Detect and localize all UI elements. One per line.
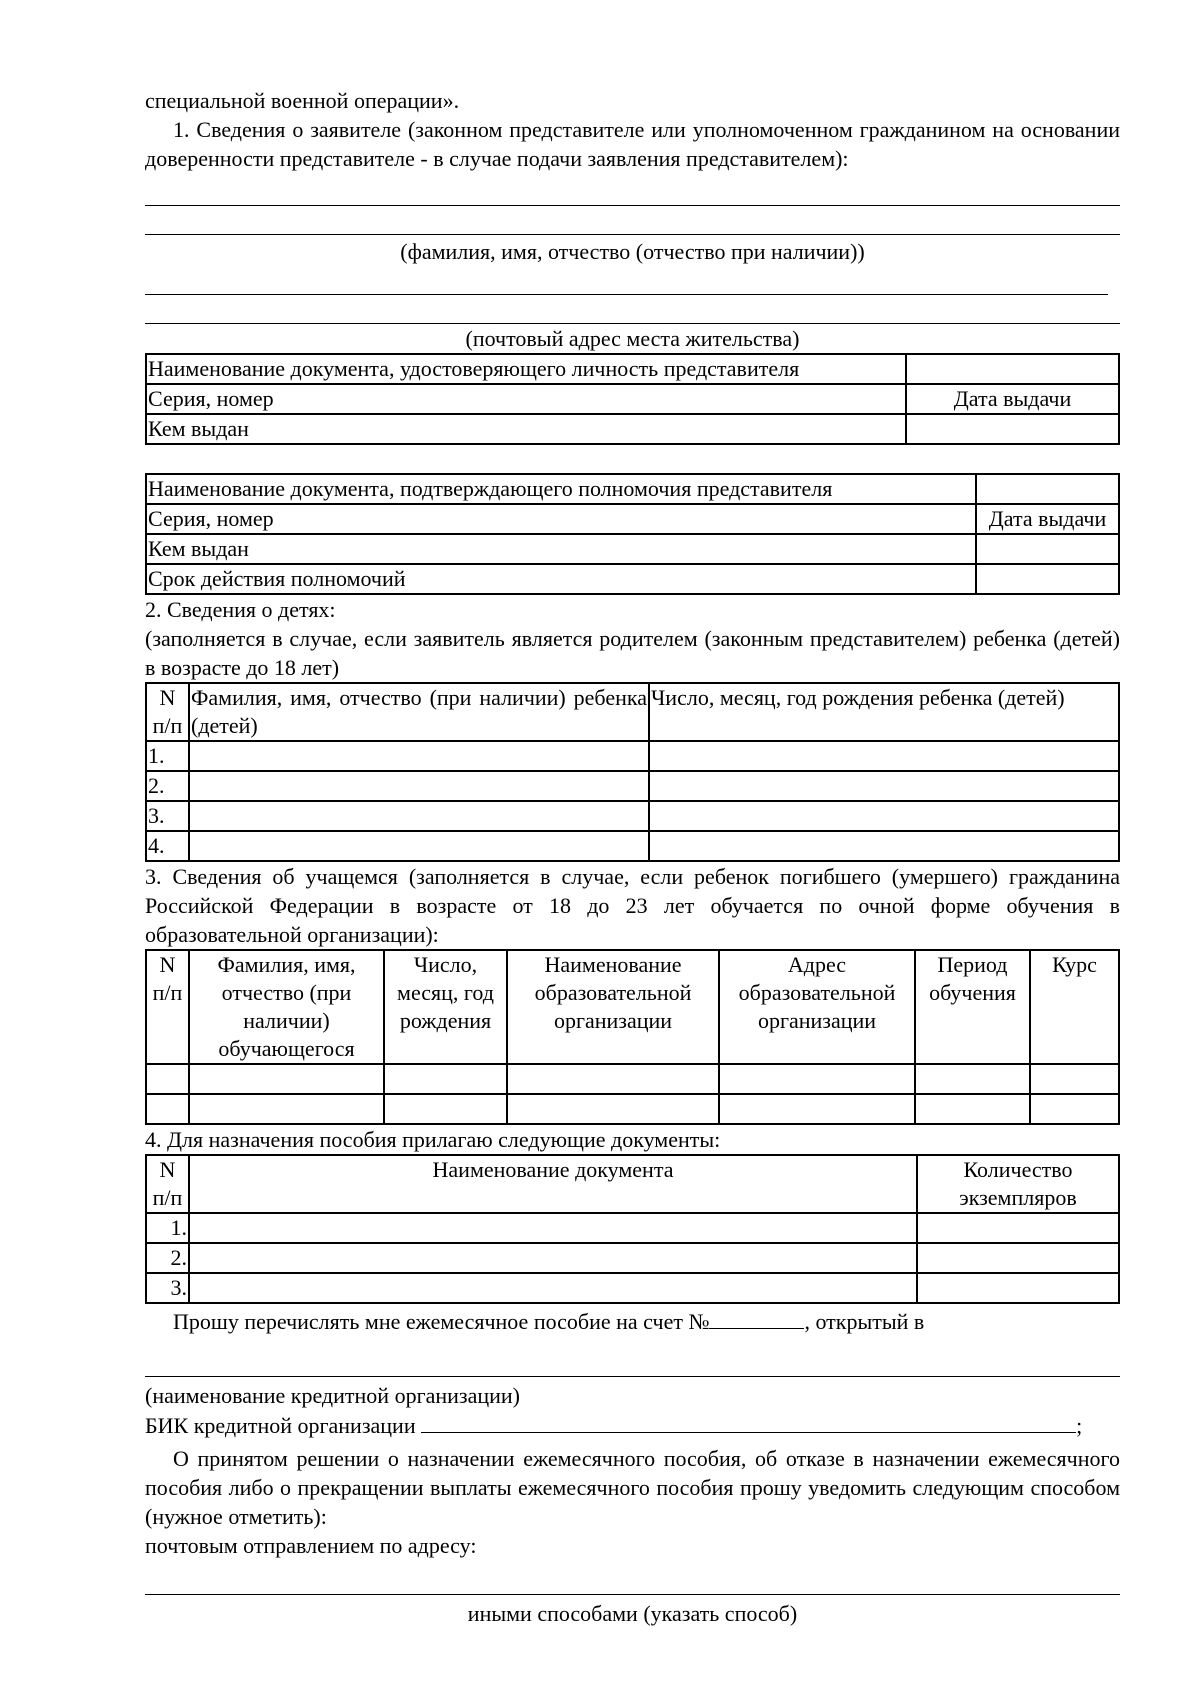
table-row (146, 474, 1119, 504)
table-row (146, 414, 1119, 444)
section2-title: 2. Сведения о детях: (145, 597, 336, 622)
row-number: 2. (146, 771, 189, 801)
student-cell[interactable] (146, 1094, 189, 1124)
col-header-student-name: Фамилия, имя, отчество (при наличии) обучающегося (189, 950, 384, 1064)
caption-name: (фамилия, имя, отчество (отчество при наличии)) (400, 239, 865, 264)
table-row (146, 354, 1119, 384)
id-doc-name-label: Наименование документа, удостоверяющего личность представителя (146, 354, 906, 384)
col-header-copies: Количество экземпляров (917, 1155, 1119, 1213)
col-header-birth-date: Число, месяц, год рождения (384, 950, 507, 1064)
student-cell[interactable] (384, 1064, 507, 1094)
document-copies-cell[interactable] (917, 1273, 1119, 1303)
child-birth-cell[interactable] (649, 801, 1119, 831)
id-issued-by-label: Кем выдан (146, 414, 906, 444)
notify-other-label: иными способами (указать способ) (467, 1601, 798, 1626)
payment-text-after: , открытый в (804, 1309, 925, 1334)
table-header-row (146, 683, 1119, 741)
row-number: 3. (146, 1273, 189, 1303)
authority-term-cell[interactable] (976, 564, 1119, 594)
table-row (146, 384, 1119, 414)
student-cell[interactable] (915, 1094, 1030, 1124)
id-document-table (145, 353, 1120, 445)
table-row (146, 801, 1119, 831)
document-name-cell[interactable] (189, 1213, 917, 1243)
student-cell[interactable] (719, 1064, 915, 1094)
application-form-page (145, 86, 1120, 1628)
child-birth-cell[interactable] (649, 831, 1119, 861)
payment-text-before: Прошу перечислять мне ежемесячное пособие на счет № (173, 1309, 710, 1334)
row-number: 1. (146, 741, 189, 771)
payment-request (145, 1306, 1120, 1336)
table-row (146, 504, 1119, 534)
col-header-number: N п/п (146, 950, 189, 1064)
section4-title: 4. Для назначения пособия прилагаю следующие документы: (145, 1127, 721, 1152)
table-row (146, 1064, 1119, 1094)
child-birth-cell[interactable] (649, 741, 1119, 771)
caption-address: (почтовый адрес места жительства) (465, 326, 800, 351)
document-copies-cell[interactable] (917, 1213, 1119, 1243)
table-row (146, 771, 1119, 801)
document-name-cell[interactable] (189, 1243, 917, 1273)
col-header-document-name: Наименование документа (189, 1155, 917, 1213)
authority-issue-date-label: Дата выдачи (976, 504, 1119, 534)
authority-series-label: Серия, номер (146, 504, 976, 534)
table-row (146, 564, 1119, 594)
address-line-2[interactable] (145, 295, 1120, 324)
student-table (145, 949, 1120, 1125)
document-name-cell[interactable] (189, 1273, 917, 1303)
caption-bank: (наименование кредитной организации) (145, 1383, 520, 1408)
student-cell[interactable] (146, 1064, 189, 1094)
bik-end: ; (1076, 1413, 1083, 1438)
col-header-study-period: Период обучения (915, 950, 1030, 1064)
section1-title: 1. Сведения о заявителе (законном представителе или уполномоченном гражданином на основании доверенности представителе - в случае подачи заявления представителем): (145, 117, 1120, 171)
col-header-birth-date: Число, месяц, год рождения ребенка (детей) (649, 683, 1119, 741)
id-doc-name-cell[interactable] (906, 354, 1119, 384)
student-cell[interactable] (507, 1094, 719, 1124)
table-header-row (146, 950, 1119, 1064)
student-cell[interactable] (719, 1094, 915, 1124)
id-issued-by-cell[interactable] (906, 414, 1119, 444)
student-cell[interactable] (384, 1094, 507, 1124)
section3-title: 3. Сведения об учащемся (заполняется в случае, если ребенок погибшего (умершего) гражданина Российской Федерации в возрасте от 18 до 23 лет обучается по очной форме обучения в образовательной организации): (145, 864, 1120, 947)
id-issue-date-label: Дата выдачи (906, 384, 1119, 414)
table-row (146, 1243, 1119, 1273)
section2-note: (заполняется в случае, если заявитель является родителем (законным представителем) ребенка (детей) в возрасте до 18 лет) (145, 626, 1120, 680)
bik-row (145, 1410, 1120, 1440)
row-number: 3. (146, 801, 189, 831)
student-cell[interactable] (1030, 1094, 1119, 1124)
table-row (146, 1213, 1119, 1243)
notify-text: О принятом решении о назначении ежемесячного пособия, об отказе в назначении ежемесячного пособия либо о прекращении выплаты ежемесячного пособия прошу уведомить следующим способом (нужное отметить): (145, 1446, 1120, 1529)
authority-doc-name-cell[interactable] (976, 474, 1119, 504)
col-header-org-address: Адрес образовательной организации (719, 950, 915, 1064)
account-number-field[interactable] (709, 1306, 804, 1329)
children-table (145, 682, 1120, 862)
table-row (146, 1094, 1119, 1124)
intro-tail: специальной военной операции». (145, 88, 460, 113)
child-birth-cell[interactable] (649, 771, 1119, 801)
bik-label: БИК кредитной организации (145, 1413, 416, 1438)
student-cell[interactable] (915, 1064, 1030, 1094)
bank-name-line[interactable] (145, 1336, 1120, 1377)
post-address-line[interactable] (145, 1560, 1120, 1595)
address-line-1[interactable] (145, 266, 1108, 295)
authority-term-label: Срок действия полномочий (146, 564, 976, 594)
child-name-cell[interactable] (189, 741, 649, 771)
col-header-child-name: Фамилия, имя, отчество (при наличии) ребенка (детей) (189, 683, 649, 741)
documents-table (145, 1154, 1120, 1304)
row-number: 4. (146, 831, 189, 861)
student-cell[interactable] (507, 1064, 719, 1094)
table-header-row (146, 1155, 1119, 1213)
document-copies-cell[interactable] (917, 1243, 1119, 1273)
row-number: 2. (146, 1243, 189, 1273)
table-row (146, 534, 1119, 564)
authority-doc-name-label: Наименование документа, подтверждающего полномочия представителя (146, 474, 976, 504)
table-row (146, 741, 1119, 771)
notify-post-label: почтовым отправлением по адресу: (145, 1533, 477, 1558)
student-cell[interactable] (1030, 1064, 1119, 1094)
authority-issued-by-cell[interactable] (976, 534, 1119, 564)
col-header-course: Курс (1030, 950, 1119, 1064)
table-row (146, 1273, 1119, 1303)
applicant-name-line-1[interactable] (145, 177, 1120, 206)
student-cell[interactable] (189, 1064, 384, 1094)
id-series-label: Серия, номер (146, 384, 906, 414)
student-cell[interactable] (189, 1094, 384, 1124)
row-number: 1. (146, 1213, 189, 1243)
authority-document-table (145, 473, 1120, 595)
col-header-number: N п/п (146, 1155, 189, 1213)
child-name-cell[interactable] (189, 801, 649, 831)
bik-field[interactable] (421, 1410, 1076, 1433)
child-name-cell[interactable] (189, 771, 649, 801)
child-name-cell[interactable] (189, 831, 649, 861)
col-header-number: N п/п (146, 683, 189, 741)
table-row (146, 831, 1119, 861)
col-header-org-name: Наименование образовательной организации (507, 950, 719, 1064)
applicant-name-line-2[interactable] (145, 206, 1120, 235)
authority-issued-by-label: Кем выдан (146, 534, 976, 564)
